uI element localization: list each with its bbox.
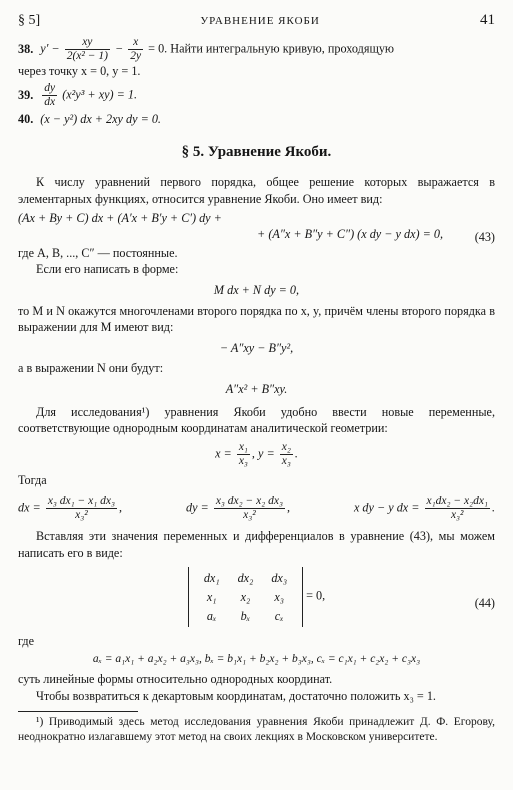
footnote: ¹) Приводимый здесь метод исследования уравнения Якоби принадлежит Д. Ф. Егорову, неоднократно излагавшему этот метод на своих лекциях в Московском университете. [18,715,495,744]
problem-38: 38. y′ − $\frac{xy}{\text{2(x² − 1)}}$ − $\frac{x}{2y}$ = 0. Найти интегральную кривую, проходящую через точку x = 0, y = 1. [18,36,495,80]
dy-expression: dy = $\frac{\text{x₃ dx₂ − x₂ dx₃}}{\text{x₃²}}$ , [185,494,291,522]
equation: M dx + N dy = 0, [213,283,300,298]
fraction [42,82,57,109]
equation: A″x² + B″xy. [225,381,288,396]
equation-number: (43) [474,229,495,244]
paragraph: где A, B, ..., C″ — постоянные. [18,245,178,260]
problem-40 [18,111,495,128]
substitution-equation [18,441,495,468]
denominator: x₃ [238,454,248,467]
paragraph: Если его написать в форме: [36,262,179,277]
separator: . [294,446,298,461]
fraction [214,495,285,522]
differentials-equation [18,495,495,522]
denominator: x₃² [243,509,256,522]
dx-expression: dx = $\frac{\text{x₃ dx₁ − x₁ dx₃}}{\text{x₃²}}$ , [18,494,123,522]
denominator: 2y [130,50,142,63]
determinant [188,567,303,627]
paragraph: а в выражении N они будут: [18,361,164,376]
numerator: x [128,36,143,50]
denominator: dx [44,96,56,109]
paragraph: Вставляя эти значения переменных и дифференциалов в уравнение (43), мы можем написать его в виде: [18,529,495,560]
numerator: x₁dx₂ − x₂dx₁ [425,495,490,509]
fraction [237,441,250,468]
equation-lhs: dx = [18,500,41,515]
problem-text: (x²y³ + xy) = 1. [62,87,138,102]
paragraph: суть линейные формы относительно однородных координат. [18,672,333,687]
problem-text: y′ − [40,41,60,56]
section-mark: § 5] [18,13,41,28]
equation-rhs: = 0, [306,589,326,604]
determinant-cell: dx₃ [271,571,288,586]
equation-lhs: x = [215,446,232,461]
equation-line: (Ax + By + C) dx + (A′x + B′y + C′) dy + [18,210,222,225]
paragraph: Чтобы возвратиться к декартовым координатам, достаточно положить x₃ = 1. [36,689,436,704]
problem-text: (x − y²) dx + 2xy dy = 0. [40,112,161,127]
denominator: x₃² [450,509,464,522]
equation-lhs: dy = [185,500,209,515]
paragraph: Для исследования¹) уравнения Якоби удобно ввести новые переменные, соответствующие однородным координатам аналитической геометрии: [18,404,495,436]
determinant-cell: bₓ [240,608,251,623]
denominator: 2(x² − 1) [66,50,108,63]
problem-number: 39. [18,87,34,102]
section-title: § 5. Уравнение Якоби. [181,144,332,161]
problem-number: 40. [18,112,34,127]
paragraph: где [18,634,35,649]
equation-lhs: x dy − y dx = [353,500,420,515]
problem-number: 38. [18,41,34,56]
determinant-cell: x₂ [240,590,251,605]
equation: − A″xy − B″y², [219,340,294,355]
determinant-row [195,569,296,588]
problem-text: = 0. Найти интегральную кривую, проходящую [148,41,395,56]
determinant-row [195,588,296,607]
page-number: 41 [479,12,495,28]
fraction [425,495,490,522]
equation-44 [18,567,495,627]
determinant-cell: x₁ [206,590,217,605]
determinant-cell: dx₁ [203,571,220,586]
numerator: dy [42,82,57,96]
numerator: x₃ dx₂ − x₂ dx₃ [214,495,285,509]
denominator: x₃² [75,509,88,522]
problem-text-line2: через точку x = 0, y = 1. [18,64,141,79]
numerator: x₂ [280,441,293,455]
separator: , [251,446,255,461]
determinant-cell: dx₂ [237,571,254,586]
xdy-expression: x dy − y dx = $\frac{\text{x₁dx₂ − x₂dx₁}}{\text{x₃²}}$ . [353,494,495,522]
equation-lhs: y = [258,446,275,461]
equation-number: (44) [474,596,495,611]
numerator: x₃ dx₁ − x₁ dx₃ [46,495,117,509]
determinant-cell: cₓ [274,608,284,623]
determinant-row [195,607,296,626]
determinant-cell: aₓ [206,608,217,623]
paragraph: К числу уравнений первого порядка, общее решение которых выражается в элементарных функциях, относится уравнение Якоби. Оно имеет вид: [18,175,495,207]
numerator: xy [65,36,110,50]
numerator: x₁ [237,441,250,455]
determinant-cell: x₃ [274,590,285,605]
linear-forms-equation: aₓ = a₁x₁ + a₂x₂ + a₃x₃, bₓ = b₁x₁ + b₂x₂ + b₃x₃, cₓ = c₁x₁ + c₂x₂ + c₃x₃ [92,652,421,665]
running-title: УРАВНЕНИЕ ЯКОБИ [200,15,320,27]
fraction [280,441,293,468]
equation-line: + (A″x + B″y + C″) (x dy − y dx) = 0, [257,227,443,242]
paragraph: то M и N окажутся многочленами второго порядка по x, y, причём члены второго порядка в выражении для M имеют вид: [18,303,495,335]
denominator: x₃ [281,454,291,467]
book-page [18,10,495,746]
fraction [128,36,143,63]
problem-39 [18,82,495,109]
fraction [65,36,110,63]
page-header [18,10,495,34]
footnote-divider [18,711,138,712]
paragraph: Тогда [18,473,47,488]
fraction [46,495,117,522]
equation-43 [18,210,495,243]
